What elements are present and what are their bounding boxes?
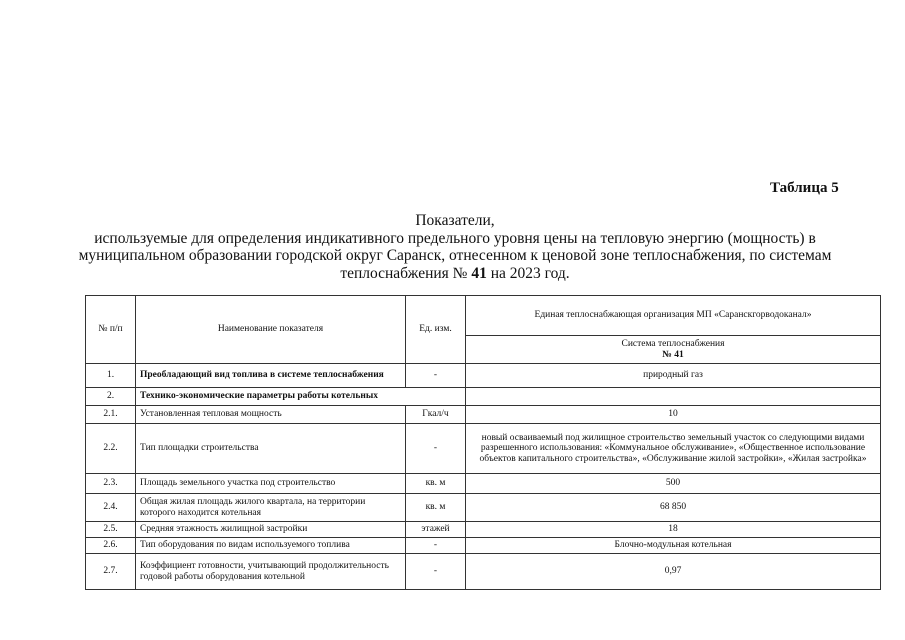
- row-unit: -: [406, 538, 466, 554]
- heading-line-4: [60, 265, 850, 283]
- row-name: Тип оборудования по видам используемого топлива: [136, 538, 406, 554]
- header-unit: Ед. изм.: [406, 296, 466, 364]
- row-unit: -: [406, 364, 466, 388]
- table-row: [86, 474, 881, 494]
- row-num: 2.1.: [86, 406, 136, 424]
- row-value: 68 850: [466, 494, 881, 522]
- row-name: Установленная тепловая мощность: [136, 406, 406, 424]
- section-title: Технико-экономические параметры работы котельных: [136, 388, 466, 406]
- row-unit: этажей: [406, 522, 466, 538]
- header-system-label: Система теплоснабжения: [621, 339, 725, 349]
- row-name: Площадь земельного участка под строительство: [136, 474, 406, 494]
- row-value: 500: [466, 474, 881, 494]
- heading-title: Показатели,: [415, 212, 495, 229]
- row-name: Общая жилая площадь жилого квартала, на территории которого находится котельная: [136, 494, 406, 522]
- row-value: 0,97: [466, 554, 881, 590]
- table-row: [86, 554, 881, 590]
- row-num: 2.6.: [86, 538, 136, 554]
- document-heading: [60, 212, 850, 282]
- row-num: 2.3.: [86, 474, 136, 494]
- row-value: 10: [466, 406, 881, 424]
- heading-line-4-suffix: на 2023 год.: [486, 264, 570, 282]
- row-unit: кв. м: [406, 474, 466, 494]
- indicators-table: [85, 295, 881, 590]
- row-num: 2.5.: [86, 522, 136, 538]
- section-empty-cell: [466, 388, 881, 406]
- heading-line-2: используемые для определения индикативного предельного уровня цены на тепловую энергию (мощность) в: [94, 229, 816, 247]
- row-unit: кв. м: [406, 494, 466, 522]
- table-row: [86, 406, 881, 424]
- row-num: 2.2.: [86, 424, 136, 474]
- table-row: [86, 522, 881, 538]
- section-row: [86, 388, 881, 406]
- header-organization: Единая теплоснабжающая организация МП «Саранскгорводоканал»: [466, 296, 881, 336]
- row-name: Коэффициент готовности, учитывающий продолжительность годовой работы оборудования котельной: [136, 554, 406, 590]
- row-value: новый осваиваемый под жилищное строительство земельный участок со следующими видами разрешенного использования: «Коммунальное обслуживание», «Общественное использование объектов капитального строительства», «Обслуживание жилой застройки», «Жилая застройка»: [466, 424, 881, 474]
- system-number: 41: [471, 264, 487, 282]
- row-name: Средняя этажность жилищной застройки: [136, 522, 406, 538]
- header-system-number: № 41: [662, 349, 684, 360]
- table-row: [86, 364, 881, 388]
- heading-line-4-prefix: теплоснабжения №: [340, 264, 472, 282]
- table-row: [86, 494, 881, 522]
- heading-line-3: муниципальном образовании городской округ Саранск, отнесенном к ценовой зоне теплоснабжения, по системам: [78, 247, 832, 264]
- table-row: [86, 424, 881, 474]
- row-value: природный газ: [466, 364, 881, 388]
- header-num: № п/п: [86, 296, 136, 364]
- header-name: Наименование показателя: [136, 296, 406, 364]
- row-name: Тип площадки строительства: [136, 424, 406, 474]
- row-value: Блочно-модульная котельная: [466, 538, 881, 554]
- table-header-row: [86, 296, 881, 336]
- row-num: 2.7.: [86, 554, 136, 590]
- row-value: 18: [466, 522, 881, 538]
- row-unit: -: [406, 554, 466, 590]
- row-unit: -: [406, 424, 466, 474]
- header-system: [466, 336, 881, 364]
- table-row: [86, 538, 881, 554]
- table-number-label: Таблица 5: [770, 180, 839, 196]
- row-name: Преобладающий вид топлива в системе теплоснабжения: [136, 364, 406, 388]
- row-num: 2.: [86, 388, 136, 406]
- row-unit: Гкал/ч: [406, 406, 466, 424]
- row-num: 2.4.: [86, 494, 136, 522]
- row-num: 1.: [86, 364, 136, 388]
